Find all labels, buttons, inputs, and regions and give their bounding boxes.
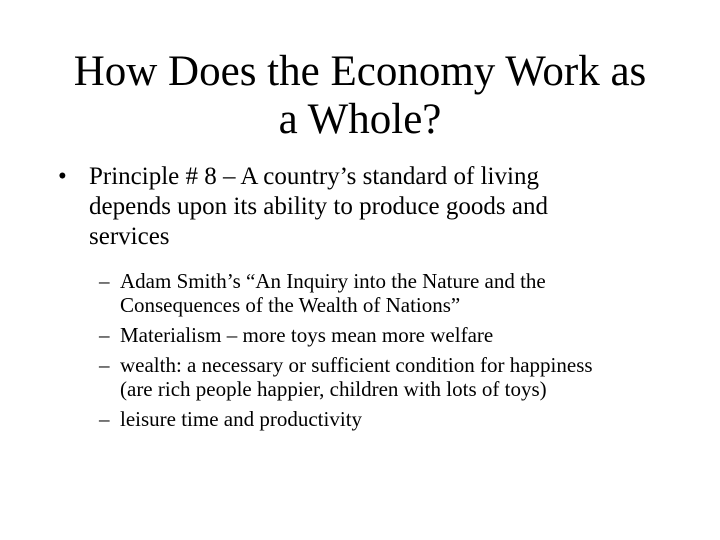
sub-bullet-line: Adam Smith’s “An Inquiry into the Nature and the bbox=[120, 269, 546, 293]
sub-bullet-line: Consequences of the Wealth of Nations” bbox=[120, 293, 461, 317]
main-bullet-line: Principle # 8 – A country’s standard of living bbox=[89, 163, 539, 190]
sub-bullet-list bbox=[100, 269, 688, 431]
sub-bullet-materialism bbox=[100, 323, 688, 347]
dash-marker: – bbox=[99, 269, 110, 293]
main-bullet bbox=[58, 162, 688, 252]
dash-marker: – bbox=[99, 353, 110, 377]
main-bullet-line: services bbox=[89, 223, 170, 250]
slide-title bbox=[36, 48, 684, 144]
sub-bullet-line: Materialism – more toys mean more welfare bbox=[120, 323, 494, 347]
sub-bullet-line: wealth: a necessary or sufficient condition for happiness bbox=[120, 353, 593, 377]
sub-bullet-adam-smith bbox=[100, 269, 688, 317]
sub-bullet-line: (are rich people happier, children with lots of toys) bbox=[120, 377, 547, 401]
slide-title-line: How Does the Economy Work as bbox=[73, 48, 647, 95]
slide-title-line: a Whole? bbox=[278, 96, 442, 143]
slide-body bbox=[58, 162, 688, 437]
dash-marker: – bbox=[99, 323, 110, 347]
main-bullet-line: depends upon its ability to produce goods and bbox=[89, 193, 548, 220]
sub-bullet-wealth bbox=[100, 353, 688, 401]
dash-marker: – bbox=[99, 407, 110, 431]
sub-bullet-line: leisure time and productivity bbox=[120, 407, 363, 431]
sub-bullet-leisure bbox=[100, 407, 688, 431]
bullet-marker: • bbox=[58, 163, 67, 190]
